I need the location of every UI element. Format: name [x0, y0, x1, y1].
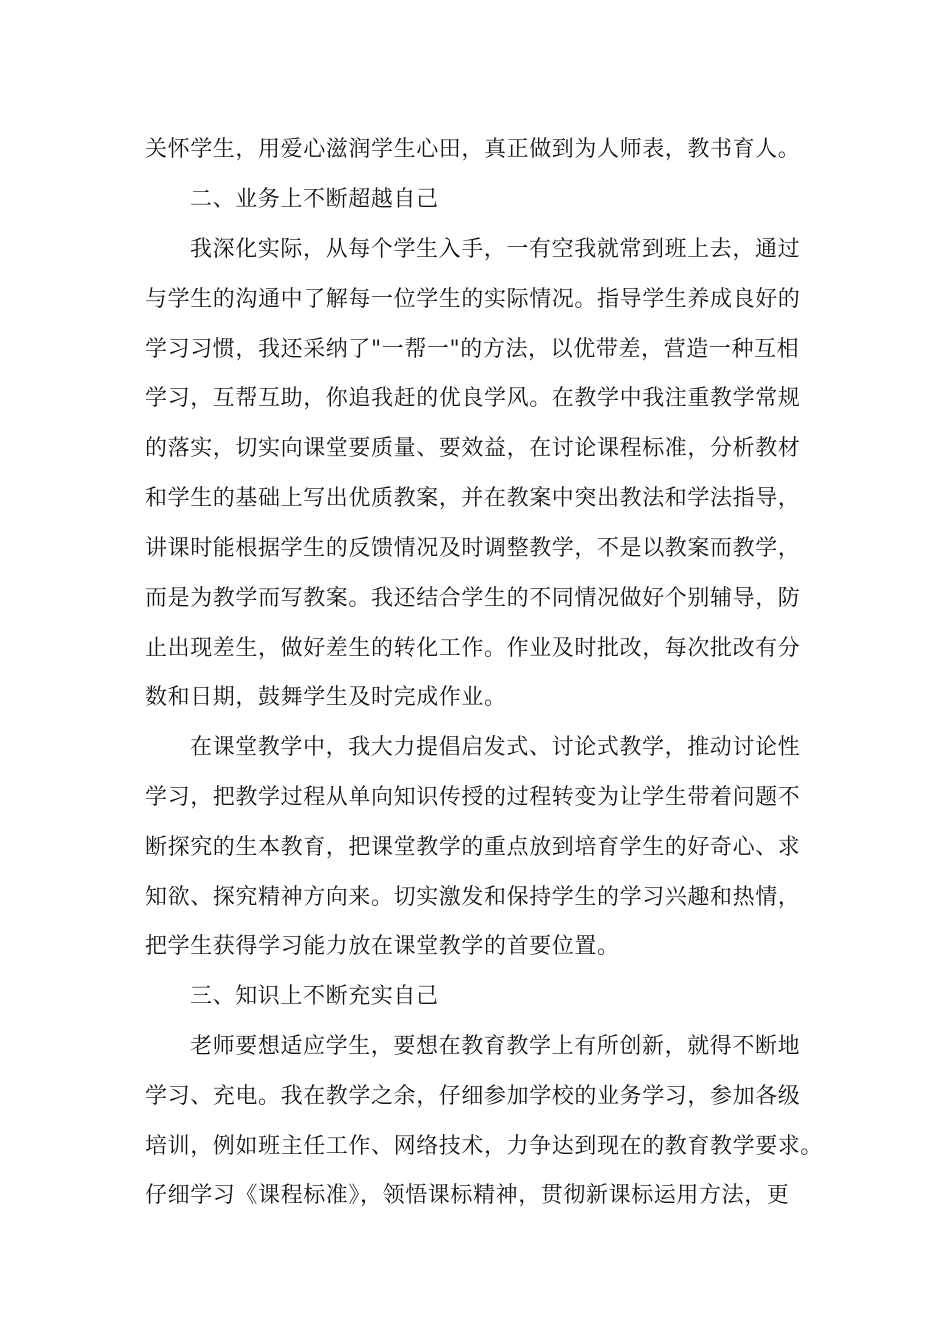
text-line: 止出现差生，做好差生的转化工作。作业及时批改，每次批改有分: [145, 636, 801, 661]
text-line: 学习，互帮互助，你追我赶的优良学风。在教学中我注重教学常规: [145, 386, 801, 411]
text-line: 关怀学生，用爱心滋润学生心田，真正做到为人师表，教书育人。: [145, 137, 801, 162]
text-line: 与学生的沟通中了解每一位学生的实际情况。指导学生养成良好的: [145, 287, 801, 312]
text-line: 知欲、探究精神方向来。切实激发和保持学生的学习兴趣和热情，: [145, 885, 801, 910]
text-line: 老师要想适应学生，要想在教育教学上有所创新，就得不断地: [190, 1034, 801, 1059]
text-line: 学习习惯，我还采纳了"一帮一"的方法，以优带差，营造一种互相: [145, 337, 800, 362]
text-line: 在课堂教学中，我大力提倡启发式、讨论式教学，推动讨论性: [190, 735, 801, 760]
text-line: 和学生的基础上写出优质教案，并在教案中突出教法和学法指导，: [145, 486, 801, 511]
text-line: 断探究的生本教育，把课堂教学的重点放到培育学生的好奇心、求: [145, 835, 801, 860]
text-line: 仔细学习《课程标准》，领悟课标精神，贯彻新课标运用方法，更: [145, 1183, 790, 1208]
text-line: 而是为教学而写教案。我还结合学生的不同情况做好个别辅导，防: [145, 586, 801, 611]
text-line: 培训，例如班主任工作、网络技术，力争达到现在的教育教学要求。: [145, 1134, 824, 1159]
section-heading: 三、知识上不断充实自己: [190, 984, 439, 1009]
text-line: 我深化实际，从每个学生入手，一有空我就常到班上去，通过: [190, 237, 801, 262]
text-line: 把学生获得学习能力放在课堂教学的首要位置。: [145, 934, 620, 959]
section-heading: 二、业务上不断超越自己: [190, 187, 439, 212]
text-line: 学习、充电。我在教学之余，仔细参加学校的业务学习，参加各级: [145, 1084, 801, 1109]
text-line: 学习，把教学过程从单向知识传授的过程转变为让学生带着问题不: [145, 785, 801, 810]
text-line: 数和日期，鼓舞学生及时完成作业。: [145, 685, 507, 710]
text-line: 的落实，切实向课堂要质量、要效益，在讨论课程标准，分析教材: [145, 436, 801, 461]
text-line: 讲课时能根据学生的反馈情况及时调整教学，不是以教案而教学，: [145, 536, 801, 561]
